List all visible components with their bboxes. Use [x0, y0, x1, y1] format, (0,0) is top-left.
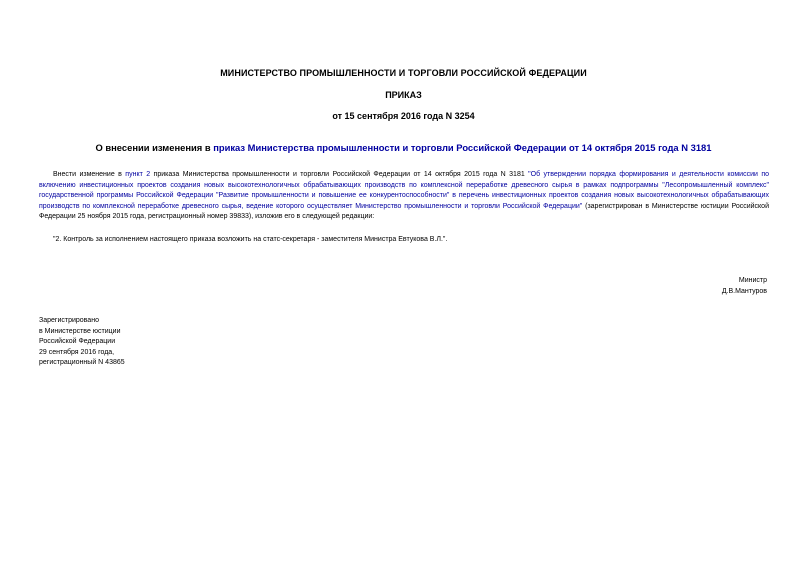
registration-block	[39, 316, 125, 369]
document-date-number: от 15 сентября 2016 года N 3254	[332, 111, 475, 121]
body-paragraph-2: "2. Контроль за исполнением настоящего приказа возложить на статс-секретаря - заместителя Министра Евтукова В.Л.".	[53, 236, 448, 243]
p1-order-title-link[interactable]: "Об утверждении порядка формирования и деятельности комиссии по включению инвестиционных проектов создания новых высокотехнологичных обрабатывающих производств по комплексной переработке древесного сырья в рамках подпрограммы "Лесопромышленный комплекс" государственной программы Российской Федерации "Развитие промышленности и повышение ее конкурентоспособности" в перечень инвестиционных проектов создания новых высокотехнологичных обрабатывающих производств по комплексной переработке древесного сырья, ведение которого осуществляет Министерство промышленности и торговли Российской Федерации"	[39, 171, 770, 210]
document-subject	[0, 142, 807, 153]
subject-prefix: О внесении изменения в	[95, 142, 214, 153]
p1-text-1: Внести изменение в	[53, 171, 126, 178]
signature-block	[722, 276, 767, 297]
body-paragraph-1	[39, 170, 769, 223]
p1-clause-link[interactable]: пункт 2	[125, 171, 151, 178]
subject-order-link[interactable]: приказ Министерства промышленности и торговли Российской Федерации от 14 октября 2015 года N 3181	[213, 142, 712, 153]
registration-line-1: Зарегистрировано	[39, 317, 99, 324]
signatory-name: Д.В.Мантуров	[721, 287, 767, 295]
registration-line-4: 29 сентября 2016 года,	[39, 348, 115, 356]
registration-line-2: в Министерстве юстиции	[39, 327, 121, 335]
document-type-heading: ПРИКАЗ	[385, 90, 422, 100]
p1-text-3: (зарегистрирован в Министерстве юстиции Российской Федерации 25 ноября 2015 года, регистрационный номер 39833), изложив его в следующей редакции:	[39, 202, 769, 221]
registration-line-5: регистрационный N 43865	[39, 359, 125, 367]
signatory-title: Министр	[738, 277, 767, 284]
ministry-heading: МИНИСТЕРСТВО ПРОМЫШЛЕННОСТИ И ТОРГОВЛИ РОССИЙСКОЙ ФЕДЕРАЦИИ	[220, 68, 587, 78]
registration-line-3: Российской Федерации	[39, 338, 116, 346]
p1-text-2: приказа Министерства промышленности и торговли Российской Федерации от 14 октября 2015 года N 3181	[150, 171, 529, 178]
